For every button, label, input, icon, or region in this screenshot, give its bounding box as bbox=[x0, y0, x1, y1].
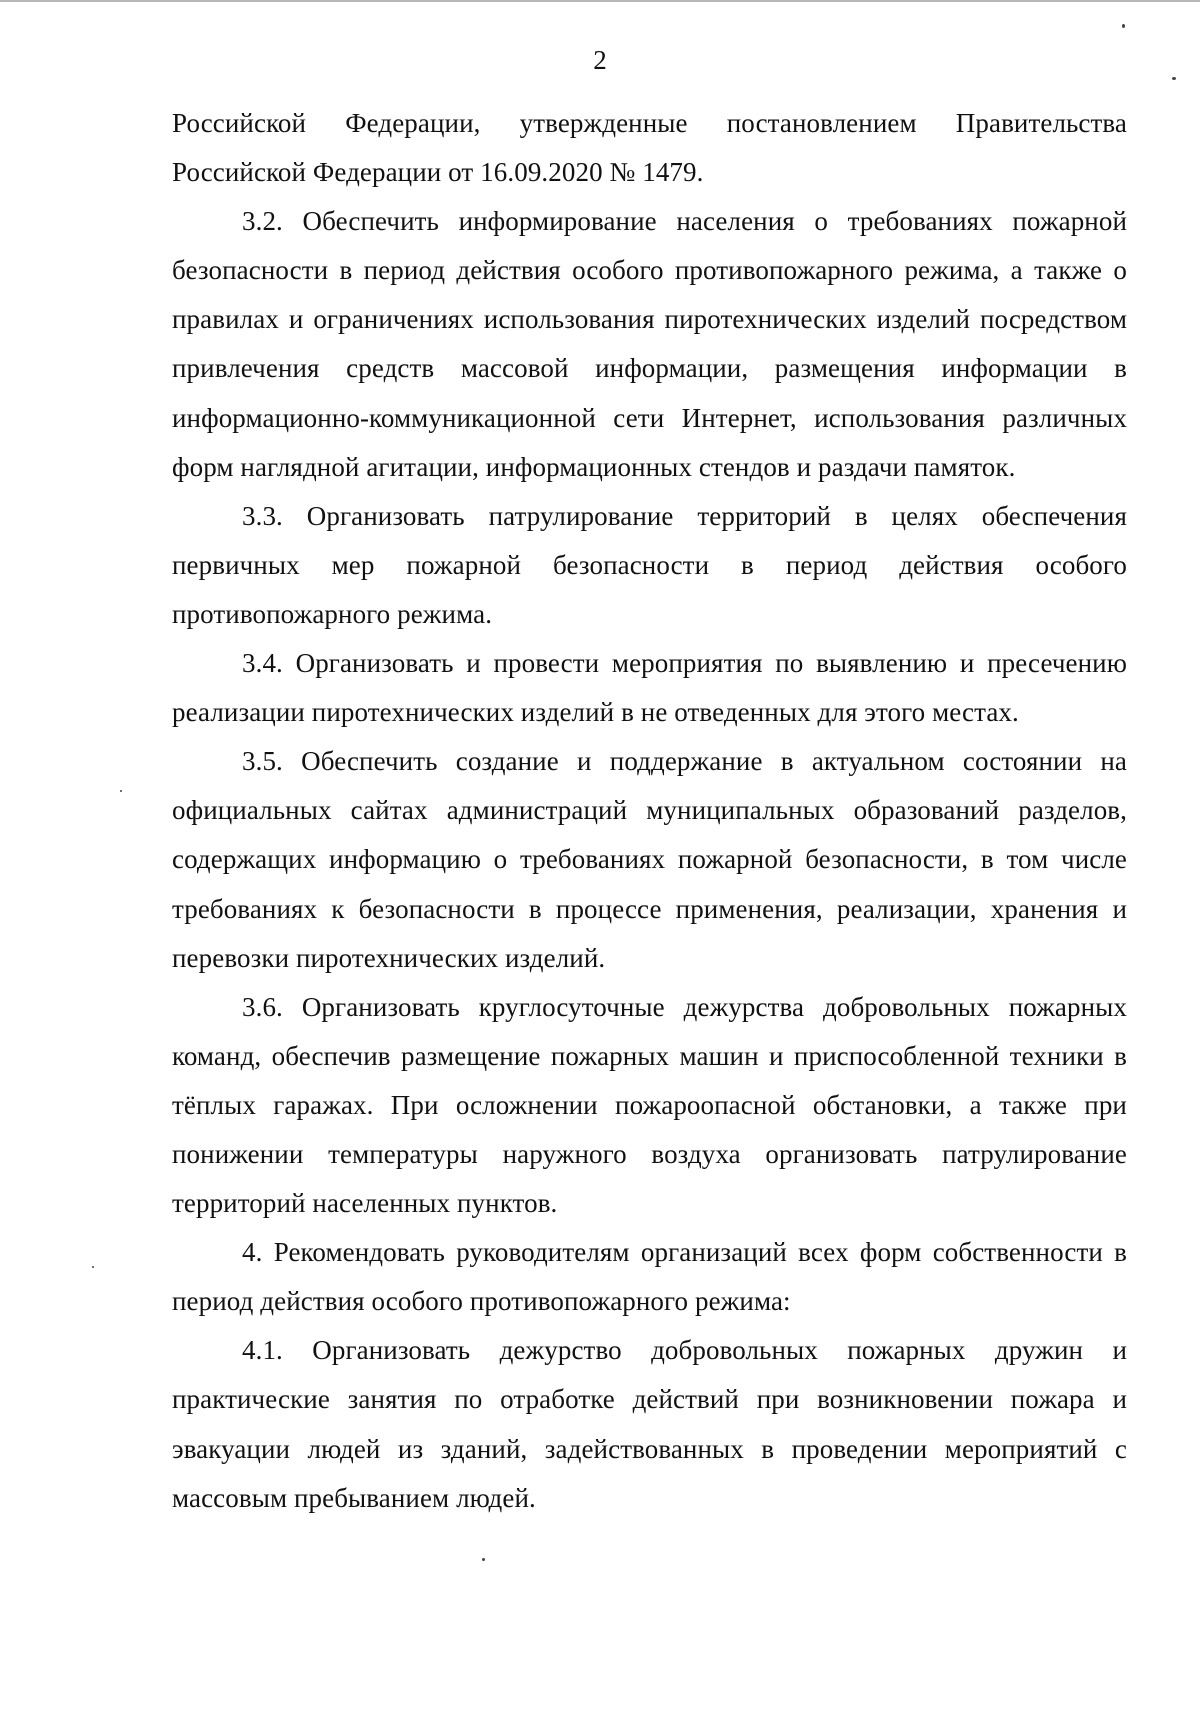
scan-speck bbox=[92, 1266, 94, 1268]
scan-speck bbox=[1172, 77, 1176, 80]
paragraph-3-6: 3.6. Организовать круглосуточные дежурства добровольных пожарных команд, обеспечив размещение пожарных машин и приспособленной техники в тёплых гаражах. При осложнении пожароопасной обстановки, а также при понижении температуры наружного воздуха организовать патрулирование территорий населенных пунктов. bbox=[172, 991, 1127, 1219]
paragraph-3-3: 3.3. Организовать патрулирование территорий в целях обеспечения первичных мер пожарной безопасности в период действия особого противопожарного режима. bbox=[172, 500, 1127, 629]
scan-speck bbox=[1122, 24, 1125, 28]
scan-speck bbox=[482, 1558, 485, 1561]
paragraph-3-5: 3.5. Обеспечить создание и поддержание в актуальном состоянии на официальных сайтах администраций муниципальных образований разделов, содержащих информацию о требованиях пожарной безопасности, в том числе требованиях к безопасности в процессе применения, реализации, хранения и перевозки пиротехнических изделий. bbox=[172, 746, 1127, 973]
paragraph-3-2: 3.2. Обеспечить информирование населения о требованиях пожарной безопасности в период действия особого противопожарного режима, а также о правилах и ограничениях использования пиротехнических изделий посредством привлечения средств массовой информации, размещения информации в информационно-коммуникационной сети Интернет, использования различных форм наглядной агитации, информационных стендов и раздачи памяток. bbox=[172, 206, 1127, 482]
paragraph-3-4: 3.4. Организовать и провести мероприятия по выявлению и пресечению реализации пиротехнических изделий в не отведенных для этого местах. bbox=[172, 648, 1127, 728]
document-body bbox=[172, 99, 1127, 1523]
scan-speck bbox=[120, 790, 122, 792]
page-top-edge bbox=[0, 0, 1200, 2]
paragraph-continuation: Российской Федерации, утвержденные постановлением Правительства Российской Федерации от 16.09.2020 № 1479. bbox=[172, 108, 1127, 188]
paragraph-4-1: 4.1. Организовать дежурство добровольных пожарных дружин и практические занятия по отработке действий при возникновении пожара и эвакуации людей из зданий, задействованных в проведении мероприятий с массовым пребыванием людей. bbox=[172, 1335, 1127, 1513]
page-number: 2 bbox=[593, 45, 607, 75]
paragraph-4: 4. Рекомендовать руководителям организаций всех форм собственности в период действия особого противопожарного режима: bbox=[172, 1237, 1127, 1317]
